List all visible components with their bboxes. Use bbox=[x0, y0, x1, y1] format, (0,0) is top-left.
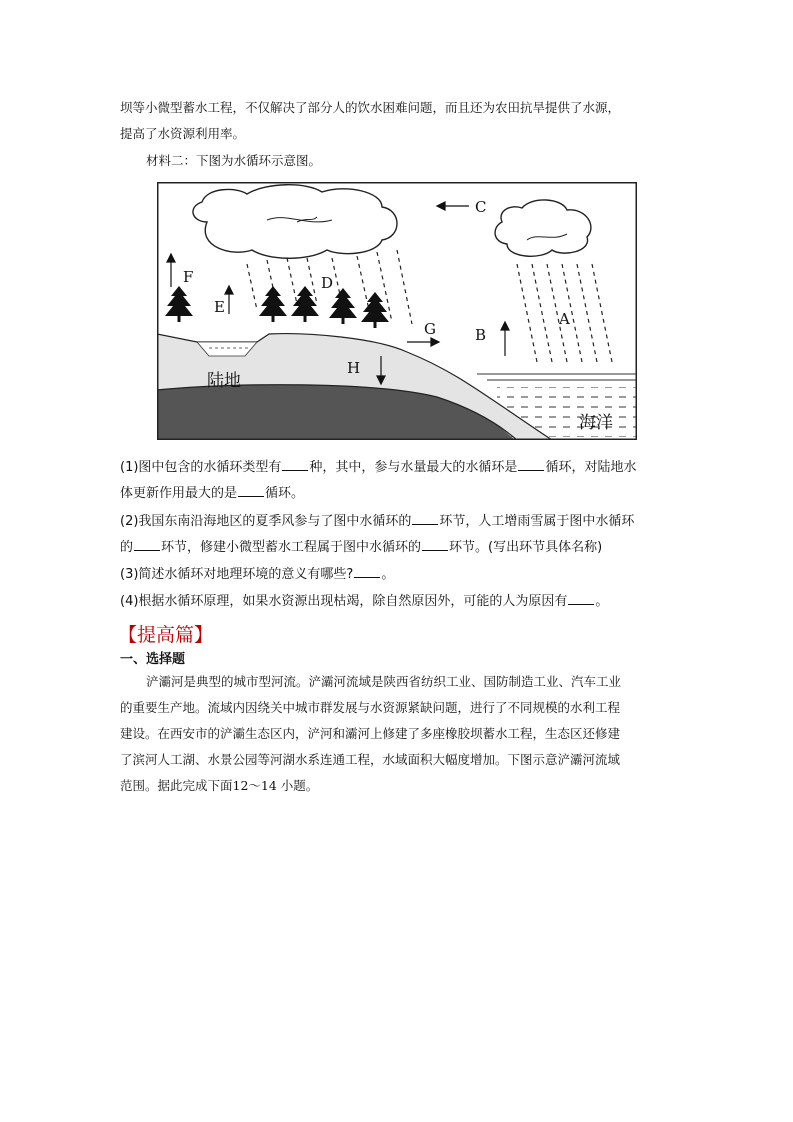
question-1-line-2: 体更新作用最大的是 循环。 bbox=[120, 486, 305, 501]
section-subtitle: 一、选择题 bbox=[120, 652, 186, 667]
intro-line-1: 坝等小微型蓄水工程，不仅解决了部分人的饮水困难问题，而且还为农田抗旱提供了水源， bbox=[120, 100, 621, 115]
water-cycle-diagram bbox=[157, 182, 637, 442]
land-cloud bbox=[193, 185, 397, 259]
question-4: (4)根据水循环原理，如果水资源出现枯竭，除自然原因外，可能的人为原因有 。 bbox=[120, 594, 609, 609]
answer-blank[interactable] bbox=[354, 565, 380, 578]
question-2-line-2: 的 环节，修建小微型蓄水工程属于图中水循环的 环节。(写出环节具体名称) bbox=[120, 540, 603, 555]
passage-line: 浐灞河是典型的城市型河流。浐灞河流域是陕西省纺织工业、国防制造工业、汽车工业 bbox=[146, 674, 622, 689]
answer-blank[interactable] bbox=[518, 458, 544, 471]
section-title: 【提高篇】 bbox=[118, 624, 214, 646]
question-3: (3)简述水循环对地理环境的意义有哪些? 。 bbox=[120, 567, 395, 582]
passage-line: 范围。据此完成下面12～14 小题。 bbox=[120, 778, 319, 793]
label-A: A bbox=[559, 310, 570, 328]
label-B: B bbox=[475, 326, 487, 344]
label-H: H bbox=[347, 359, 361, 377]
label-land: 陆地 bbox=[207, 371, 241, 391]
answer-blank[interactable] bbox=[422, 538, 448, 551]
material-two-caption: 材料二：下图为水循环示意图。 bbox=[146, 153, 322, 168]
passage-line: 了滨河人工湖、水景公园等河湖水系连通工程，水域面积大幅度增加。下图示意浐灞河流域 bbox=[120, 752, 621, 767]
answer-blank[interactable] bbox=[238, 484, 264, 497]
ocean-cloud bbox=[495, 200, 591, 256]
intro-line-2: 提高了水资源利用率。 bbox=[120, 126, 246, 141]
answer-blank[interactable] bbox=[568, 592, 594, 605]
label-F: F bbox=[183, 268, 194, 286]
answer-blank[interactable] bbox=[134, 538, 160, 551]
label-E: E bbox=[214, 298, 225, 316]
question-1-line-1: (1)图中包含的水循环类型有 种，其中，参与水量最大的水循环是 循环，对陆地水 bbox=[120, 460, 637, 475]
passage-line: 的重要生产地。流域内因绕关中城市群发展与水资源紧缺问题，进行了不同规模的水利工程 bbox=[120, 700, 621, 715]
trees bbox=[165, 286, 389, 328]
passage-line: 建设。在西安市的浐灞生态区内，浐河和灞河上修建了多座橡胶坝蓄水工程，生态区还修建 bbox=[120, 726, 621, 741]
label-ocean: 海洋 bbox=[579, 413, 613, 433]
label-D: D bbox=[321, 274, 334, 292]
answer-blank[interactable] bbox=[282, 458, 308, 471]
answer-blank[interactable] bbox=[412, 512, 438, 525]
question-2-line-1: (2)我国东南沿海地区的夏季风参与了图中水循环的 环节，人工增雨雪属于图中水循环 bbox=[120, 514, 635, 529]
label-C: C bbox=[475, 198, 487, 216]
label-G: G bbox=[424, 320, 436, 338]
